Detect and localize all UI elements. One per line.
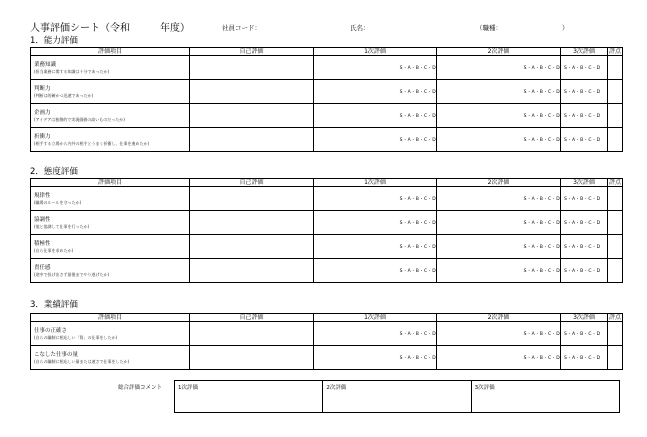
col-third-header: 3次評価: [561, 314, 608, 322]
first-eval-cell[interactable]: S・A・B・C・D: [314, 187, 437, 211]
item-cell: [31, 259, 190, 283]
col-second-header: 2次評価: [437, 314, 561, 322]
employee-code-label: 社員コード：: [222, 24, 261, 32]
second-eval-cell[interactable]: S・A・B・C・D: [437, 56, 561, 80]
item-name: 企画力: [34, 109, 51, 116]
self-eval-cell[interactable]: [190, 322, 314, 346]
second-eval-cell[interactable]: S・A・B・C・D: [437, 211, 561, 235]
col-item-header: 評価項目: [31, 48, 190, 56]
col-item-header: 評価項目: [31, 179, 190, 187]
table-row: [31, 346, 623, 370]
second-comment-box[interactable]: 2次評価: [323, 381, 471, 413]
name-label: 氏名：: [350, 24, 370, 32]
item-name: 責任感: [34, 264, 51, 271]
item-cell: [31, 211, 190, 235]
col-second-header: 2次評価: [437, 48, 561, 56]
overall-comment-label: 総合評価コメント: [118, 385, 163, 391]
second-eval-cell[interactable]: S・A・B・C・D: [437, 322, 561, 346]
third-eval-cell[interactable]: S・A・B・C・D: [561, 235, 608, 259]
table-row: [31, 128, 623, 152]
col-score-header: 評点: [608, 314, 621, 321]
table-row: [31, 56, 623, 80]
col-third-header: 3次評価: [561, 48, 608, 56]
table-row: [31, 187, 623, 211]
item-cell: [31, 322, 190, 346]
section-title-performance: 3．業績評価: [30, 300, 78, 310]
item-description: (相手する立場から内外の相手とうまく折衝し、仕事を進めたか): [34, 140, 150, 146]
third-eval-cell[interactable]: S・A・B・C・D: [561, 128, 608, 152]
item-cell: [31, 128, 190, 152]
col-second-header: 2次評価: [437, 179, 561, 187]
self-eval-cell[interactable]: [190, 187, 314, 211]
second-eval-cell[interactable]: S・A・B・C・D: [437, 128, 561, 152]
item-cell: [31, 56, 190, 80]
item-name: 積極性: [34, 240, 51, 247]
table-row: [31, 259, 623, 283]
comment-row: [175, 381, 620, 413]
second-eval-cell[interactable]: S・A・B・C・D: [437, 346, 561, 370]
self-eval-cell[interactable]: [190, 259, 314, 283]
third-eval-cell[interactable]: S・A・B・C・D: [561, 104, 608, 128]
first-eval-cell[interactable]: S・A・B・C・D: [314, 128, 437, 152]
third-eval-cell[interactable]: S・A・B・C・D: [561, 346, 608, 370]
performance-evaluation-table: [30, 313, 623, 370]
item-cell: [31, 104, 190, 128]
self-eval-cell[interactable]: [190, 346, 314, 370]
score-cell[interactable]: [608, 211, 623, 235]
item-name: 規律性: [34, 192, 51, 199]
item-description: (担当業務に関する知識は十分であったか): [34, 68, 110, 74]
score-cell[interactable]: [608, 104, 623, 128]
item-name: 折衝力: [34, 133, 51, 140]
self-eval-cell[interactable]: [190, 80, 314, 104]
item-description: (自ら仕事を求めたか): [34, 247, 74, 253]
position-close: ）: [562, 24, 569, 32]
ability-evaluation-table: [30, 47, 623, 152]
first-eval-cell[interactable]: S・A・B・C・D: [314, 80, 437, 104]
self-eval-cell[interactable]: [190, 128, 314, 152]
self-eval-cell[interactable]: [190, 56, 314, 80]
score-cell[interactable]: [608, 346, 623, 370]
second-eval-cell[interactable]: S・A・B・C・D: [437, 104, 561, 128]
item-cell: [31, 346, 190, 370]
third-eval-cell[interactable]: S・A・B・C・D: [561, 259, 608, 283]
table-header-row: [31, 314, 623, 322]
col-first-header: 1次評価: [314, 314, 437, 322]
first-eval-cell[interactable]: S・A・B・C・D: [314, 322, 437, 346]
score-cell[interactable]: [608, 128, 623, 152]
attitude-evaluation-table: [30, 178, 623, 283]
item-description: (自らの職制に相応しい「質」の仕事をしたか): [34, 334, 118, 340]
overall-comment-table: [174, 380, 620, 413]
item-description: (自らの職制に相応しい量または速さで仕事をしたか): [34, 358, 130, 364]
first-eval-cell[interactable]: S・A・B・C・D: [314, 56, 437, 80]
col-self-header: 自己評価: [190, 314, 314, 322]
first-eval-cell[interactable]: S・A・B・C・D: [314, 104, 437, 128]
col-self-header: 自己評価: [190, 48, 314, 56]
second-eval-cell[interactable]: S・A・B・C・D: [437, 235, 561, 259]
table-row: [31, 235, 623, 259]
col-first-header: 1次評価: [314, 48, 437, 56]
item-cell: [31, 80, 190, 104]
item-description: (判断は的確かつ迅速であったか): [34, 92, 94, 98]
item-name: 業務知識: [34, 61, 57, 68]
score-cell[interactable]: [608, 322, 623, 346]
item-description: (職場のルールを守ったか): [34, 199, 82, 205]
first-comment-box[interactable]: 1次評価: [175, 381, 323, 413]
self-eval-cell[interactable]: [190, 211, 314, 235]
second-eval-cell[interactable]: S・A・B・C・D: [437, 259, 561, 283]
item-description: (途中で投げ出さず最後までやり遂げたか): [34, 271, 110, 277]
third-comment-box[interactable]: 3次評価: [471, 381, 619, 413]
table-row: [31, 322, 623, 346]
col-score-header: 評点: [608, 179, 621, 186]
col-item-header: 評価項目: [31, 314, 190, 322]
item-name: 判断力: [34, 85, 51, 92]
score-cell[interactable]: [608, 235, 623, 259]
score-cell[interactable]: [608, 259, 623, 283]
table-header-row: [31, 48, 623, 56]
second-eval-cell[interactable]: S・A・B・C・D: [437, 80, 561, 104]
item-cell: [31, 235, 190, 259]
item-name: こなした仕事の量: [34, 351, 79, 358]
score-cell[interactable]: [608, 187, 623, 211]
self-eval-cell[interactable]: [190, 235, 314, 259]
second-eval-cell[interactable]: S・A・B・C・D: [437, 187, 561, 211]
position-label: （職種：: [476, 24, 502, 32]
col-first-header: 1次評価: [314, 179, 437, 187]
first-eval-cell[interactable]: S・A・B・C・D: [314, 235, 437, 259]
table-header-row: [31, 179, 623, 187]
score-cell[interactable]: [608, 56, 623, 80]
third-eval-cell[interactable]: S・A・B・C・D: [561, 211, 608, 235]
table-row: [31, 80, 623, 104]
item-description: (他と協調して仕事を行ったか): [34, 223, 90, 229]
section-title-ability: 1．能力評価: [30, 36, 78, 46]
col-self-header: 自己評価: [190, 179, 314, 187]
col-score-header: 評点: [608, 48, 621, 55]
first-eval-cell[interactable]: S・A・B・C・D: [314, 259, 437, 283]
item-cell: [31, 187, 190, 211]
section-title-attitude: 2．態度評価: [30, 167, 78, 177]
first-eval-cell[interactable]: S・A・B・C・D: [314, 211, 437, 235]
third-eval-cell[interactable]: S・A・B・C・D: [561, 187, 608, 211]
item-description: (アイデアは独創的で実現価値の高いものだったか): [34, 116, 125, 122]
item-name: 仕事の正確さ: [34, 327, 68, 334]
third-eval-cell[interactable]: S・A・B・C・D: [561, 322, 608, 346]
first-eval-cell[interactable]: S・A・B・C・D: [314, 346, 437, 370]
self-eval-cell[interactable]: [190, 104, 314, 128]
item-name: 協調性: [34, 216, 51, 223]
col-third-header: 3次評価: [561, 179, 608, 187]
table-row: [31, 211, 623, 235]
table-row: [31, 104, 623, 128]
score-cell[interactable]: [608, 80, 623, 104]
third-eval-cell[interactable]: S・A・B・C・D: [561, 80, 608, 104]
sheet-title: 人事評価シート（令和 年度）: [30, 23, 190, 34]
third-eval-cell[interactable]: S・A・B・C・D: [561, 56, 608, 80]
